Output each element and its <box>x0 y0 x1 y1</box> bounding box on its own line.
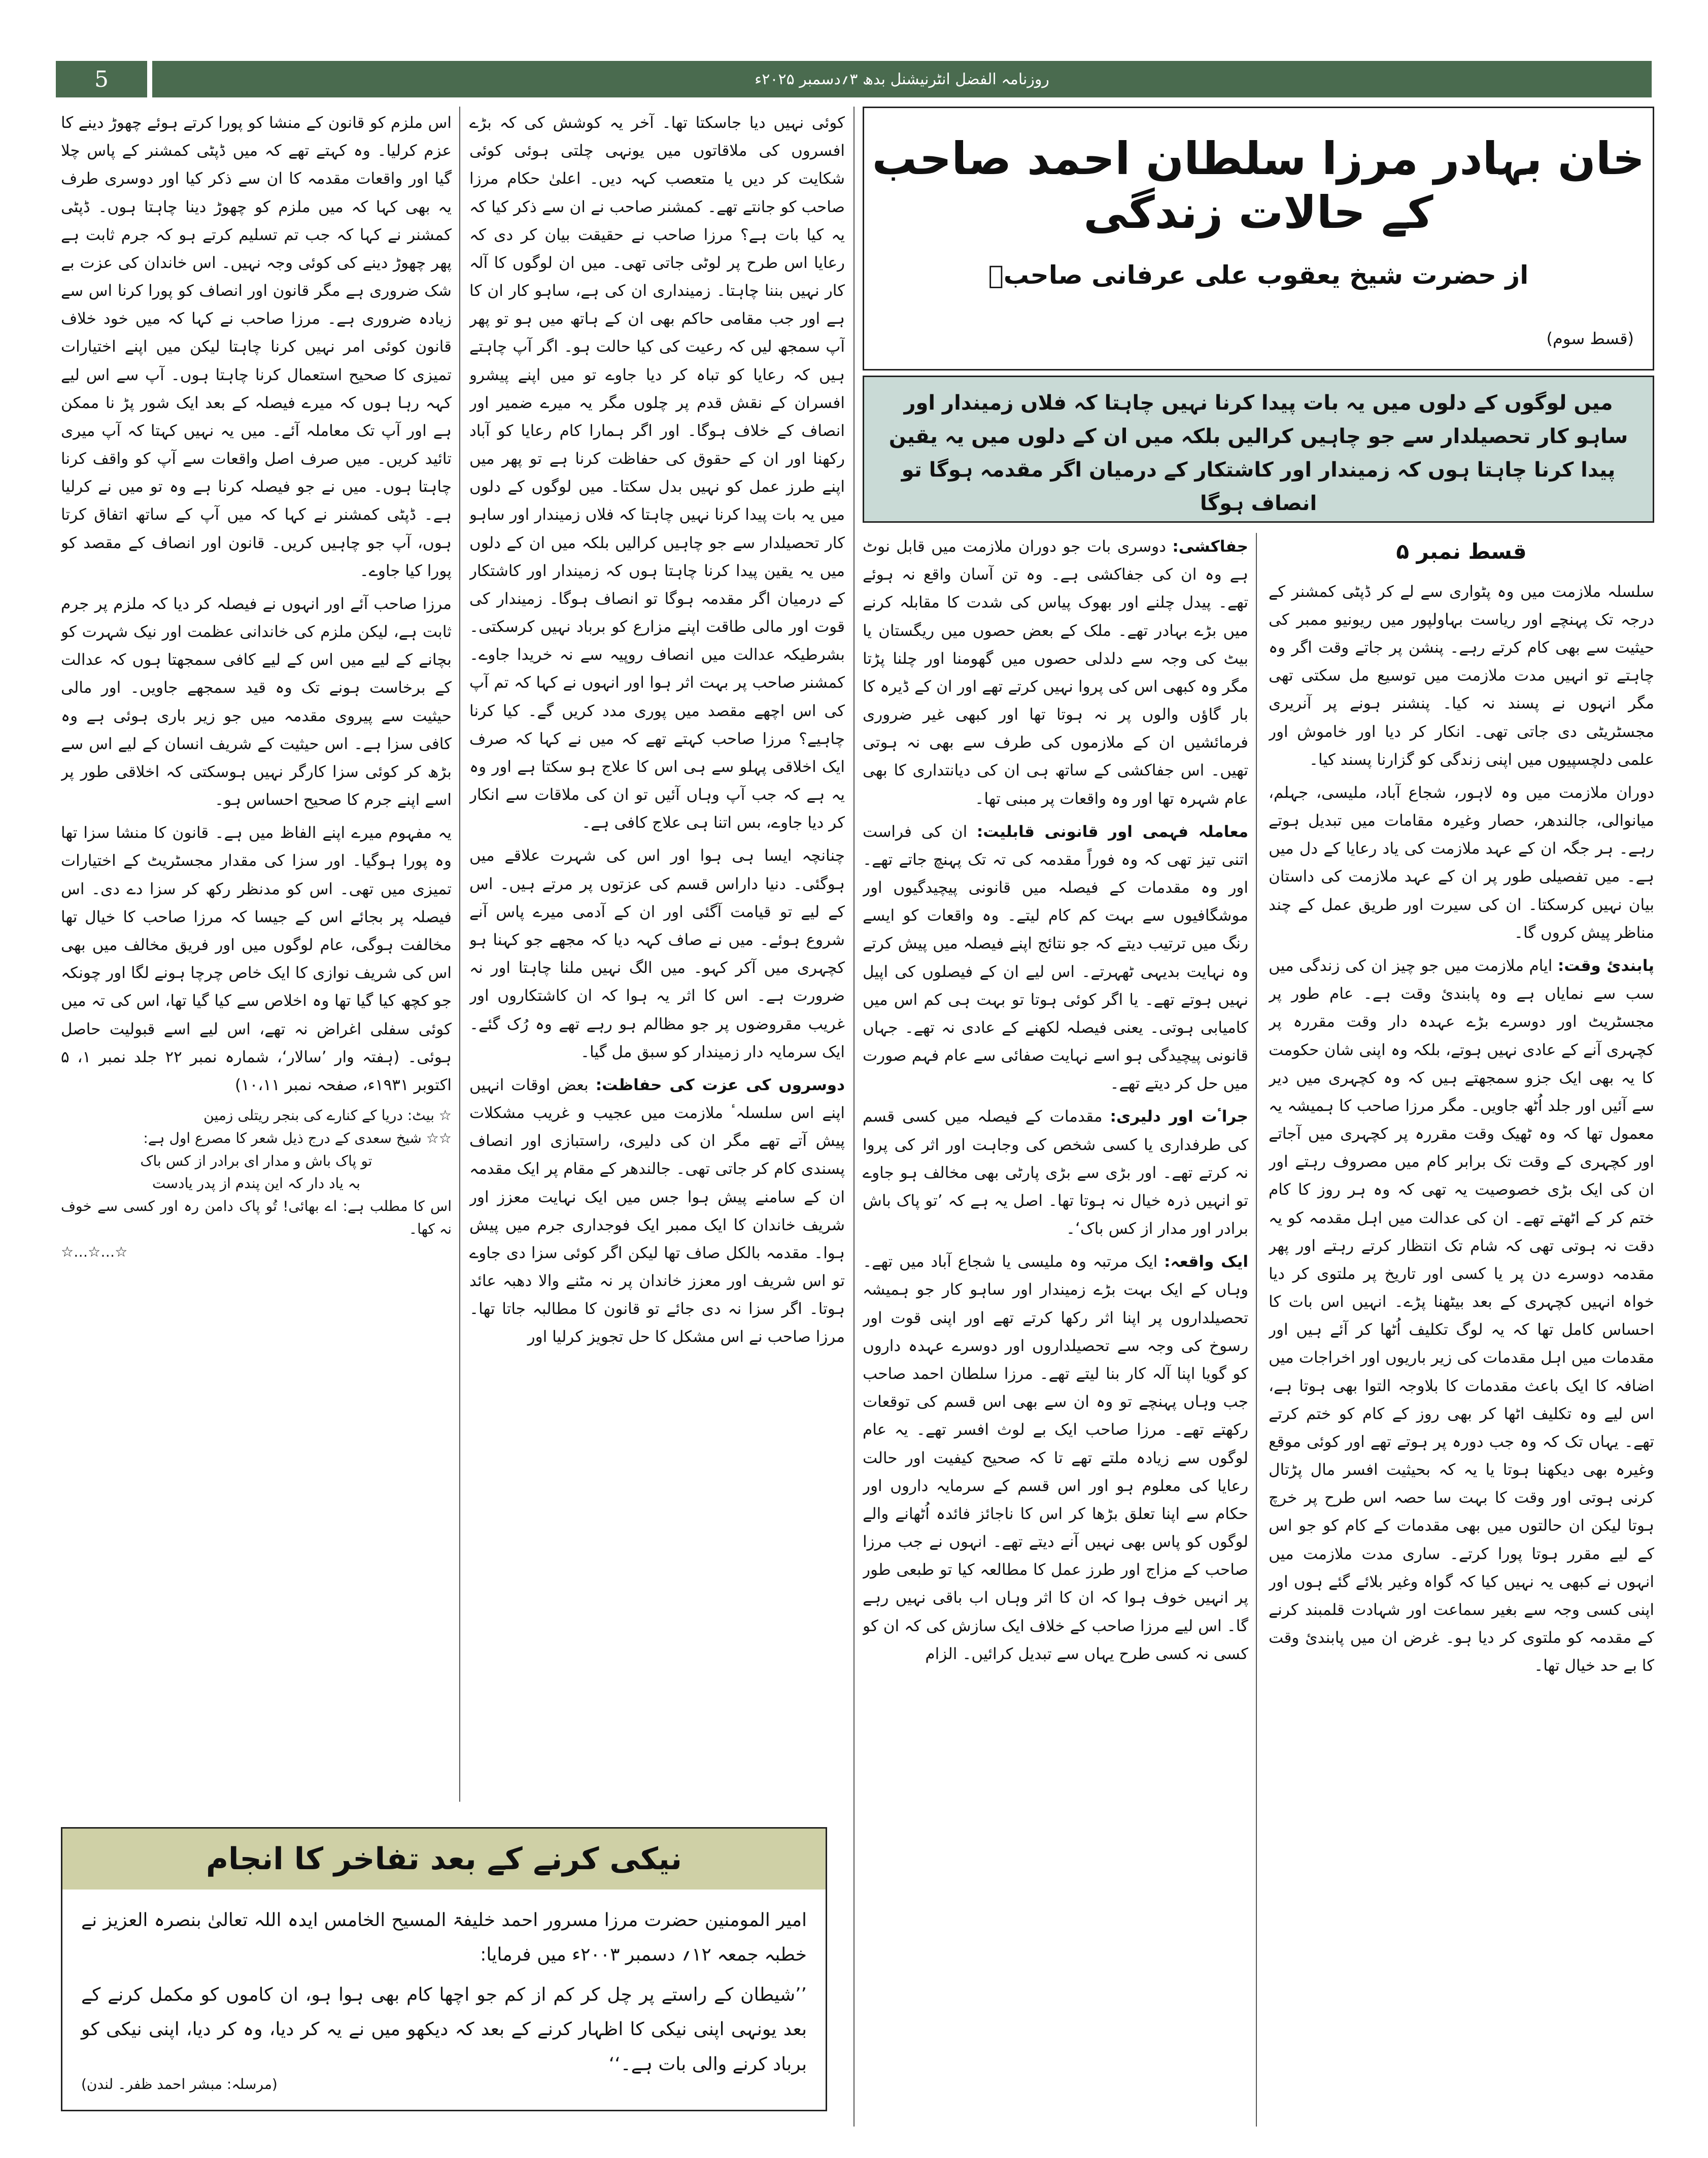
paragraph-text: ایام ملازمت میں جو چیز ان کی زندگی میں سب سے نمایاں ہے وہ پابندیٔ وقت ہے۔ عام طور پر مجسٹریٹ اور دوسرے بڑے عہدہ دار وقت مقررہ پر کچہری آنے کے عادی نہیں ہوتے، بلکہ وہ اپنی شان حکومت کا یہ بھی ایک جزو سمجھتے ہیں کہ وہ کچہری میں دیر سے آئیں اور جلد اُٹھ جاویں۔ مگر مرزا صاحب کا ہمیشہ یہ معمول تھا کہ وہ ٹھیک وقت مقررہ پر کچہری میں آجاتے اور کچہری کے وقت تک برابر کام میں مصروف رہتے اور ان کی ایک بڑی خصوصیت یہ تھی کہ وہ ہر روز کا کام ختم کر کے اٹھتے تھے۔ ان کی عدالت میں اہل مقدمہ کو یہ دقت نہ ہوتی تھی کہ شام تک انتظار کرتے رہتے اور پھر مقدمہ دوسرے دن پر یا کسی اور تاریخ پر ملتوی کر دیا خواہ انہیں کچہری کے بعد بیٹھنا پڑے۔ انہیں اس بات کا احساس کامل تھا کہ یہ لوگ تکلیف اُٹھا کر آئے ہیں اور مقدمات میں اہل مقدمات کی زیر باریوں اور اخراجات میں اضافہ کا ایک باعث مقدمات کا بلاوجہ التوا بھی ہوتا ہے، اس لیے وہ تکلیف اٹھا کر بھی روز کے کام کو ختم کرتے تھے۔ یہاں تک کہ وہ جب دورہ پر ہوتے تھے اور کوئی موقع وغیرہ بھی دیکھنا ہوتا یا یہ کہ بحیثیت افسر مال پڑتال کرنی ہوتی اور وقت کا بہت سا حصہ اس طرح پر خرچ ہوتا لیکن ان حالتوں میں بھی مقدمات کے کام کو جو اس کے لیے مقرر ہوتا پورا کرتے۔ ساری مدت ملازمت میں انہوں نے کبھی یہ نہیں کیا کہ گواہ وغیر بلائے گئے ہوں اور اپنی کسی وجہ سے بغیر سماعت اور شہادت قلمبند کرنے کے مقدمہ کو ملتوی کر دیا ہو۔ غرض ان میں پابندیٔ وقت کا بے حد خیال تھا۔ <box>1269 956 1654 1675</box>
box-body <box>81 1903 807 2082</box>
paragraph: سلسلہ ملازمت میں وہ پٹواری سے لے کر ڈپٹی کمشنر کے درجہ تک پہنچے اور ریاست بہاولپور میں ریونیو ممبر کی حیثیت سے بھی کام کرتے رہے۔ پنشن پر جاتے وقت اگر وہ چاہتے تو انہیں مدت ملازمت میں توسیع مل سکتی تھی مگر انہوں نے پسند نہ کیا۔ پنشنر ہونے پر آنریری مجسٹریٹی دی جاتی تھی۔ انکار کر دیا اور خاموش اور علمی دلچسپیوں میں اپنی زندگی کو گزارنا پسند کیا۔ <box>1269 582 1654 769</box>
sub-heading: جفاکشی: <box>1172 537 1248 556</box>
paragraph <box>863 1248 1248 1668</box>
verse-line: تو پاک باش و مدار ای برادر از کس باک <box>140 1152 372 1169</box>
article-author: از حضرت شیخ یعقوب علی عرفانی صاحبؓ <box>988 260 1529 290</box>
paragraph <box>863 1103 1248 1243</box>
column-3 <box>469 109 845 1799</box>
column-rule <box>1256 533 1257 2127</box>
paragraph: چنانچہ ایسا ہی ہوا اور اس کی شہرت علاقے میں ہوگئی۔ دنیا داراس قسم کی عزتوں پر مرتے ہیں۔ اس کے لیے تو قیامت آگئی اور ان کے آدمی میرے پاس آنے شروع ہوئے۔ میں نے صاف کہہ دیا کہ مجھے جو کہنا ہو کچہری میں آکر کہو۔ میں الگ نہیں ملنا چاہتا اور نہ ضرورت ہے۔ اس کا اثر یہ ہوا کہ ان کاشتکاروں اور غریب مقروضوں پر جو مظالم ہو رہے تھے وہ رُک گئے۔ ایک سرمایہ دار زمیندار کو سبق مل گیا۔ <box>469 847 845 1061</box>
column-rule <box>459 107 460 1802</box>
section-heading: قسط نمبر ۵ <box>1396 539 1527 564</box>
footnotes <box>61 1104 452 1264</box>
column-rule <box>853 107 855 2127</box>
verse-line: بہ یاد دار کہ این پندم از پدر یادست <box>152 1175 360 1192</box>
installment-label: (قسط سوم) <box>1546 329 1634 348</box>
paragraph-text: ان کی فراست اتنی تیز تھی کہ وہ فوراً مقدمہ کی تہ تک پہنچ جاتے تھے۔ اور وہ مقدمات کے فیصلہ میں قانونی پیچیدگیوں اور موشگافیوں سے بہت کم کام لیتے۔ وہ واقعات کو ایسے رنگ میں ترتیب دیتے کہ جو نتائج اپنے فیصلہ میں پیش کرتے وہ نہایت بدیہی ٹھہرتے۔ اس لیے ان کے فیصلوں کی اپیل نہیں ہوتے تھے۔ یا اگر کوئی ہوتا تو بہت ہی کم اس میں کامیابی ہوتی۔ یعنی فیصلہ لکھنے کے عادی نہ تھے۔ جہاں قانونی پیچیدگی ہو اسے نہایت صفائی سے عام فہم صورت میں حل کر دیتے تھے۔ <box>863 822 1248 1093</box>
box-title: نیکی کرنے کے بعد تفاخر کا انجام <box>62 1829 826 1890</box>
article-title: خان بہادر مرزا سلطان احمد صاحب کے حالات زندگی <box>872 132 1645 239</box>
paragraph: یہ مفہوم میرے اپنے الفاظ میں ہے۔ قانون کا منشا سزا تھا وہ پورا ہوگیا۔ اور سزا کی مقدار مجسٹریٹ کے اختیارات تمیزی میں تھی۔ اس کو مدنظر رکھ کر سزا دے دی۔ اس فیصلہ پر بجائے اس کے جیسا کہ مرزا صاحب کا خیال تھا مخالفت ہوگی، عام لوگوں میں اور فریق مخالف میں بھی اس کی شریف نوازی کا ایک خاص چرچا ہونے لگا اور چونکہ جو کچھ کیا گیا تھا وہ اخلاص سے کیا گیا تھا، اس کی تہ میں کوئی سفلی اغراض نہ تھے، اس لیے اسے قبولیت حاصل ہوئی۔ (ہفتہ وار ’سالار‘، شمارہ نمبر ۲۲ جلد نمبر ۱، ۵ اکتوبر ۱۹۳۱ء، صفحہ نمبر ۱۰،۱۱) <box>61 824 452 1094</box>
column-2 <box>863 533 1248 2132</box>
column-1 <box>1269 533 1654 2132</box>
footnote: ☆ بیٹ: دریا کے کنارے کی بنجر ریتلی زمین <box>203 1107 452 1124</box>
paragraph <box>863 533 1248 813</box>
paragraph <box>469 1071 845 1352</box>
sub-heading: جراٴت اور دلیری: <box>1110 1107 1248 1126</box>
verse-meaning: اس کا مطلب ہے: اے بھائی! تُو پاک دامن رہ اور کسی سے خوف نہ کھا۔ <box>61 1198 452 1237</box>
sub-heading: دوسروں کی عزت کی حفاظت: <box>595 1075 845 1094</box>
box-credit: (مرسلہ: مبشر احمد ظفر۔ لندن) <box>81 2076 278 2093</box>
paragraph-text: دوسری بات جو دوران ملازمت میں قابل نوٹ ہے وہ ان کی جفاکشی ہے۔ وہ تن آسان واقع نہ ہوئے تھے۔ پیدل چلنے اور بھوک پیاس کی شدت کا مقابلہ کرنے میں بڑے بہادر تھے۔ ملک کے بعض حصوں میں ریگستان یا بیٹ کی وجہ سے دلدلی حصوں میں گھومنا اور چلنا پڑتا مگر وہ کبھی اس کی پروا نہیں کرتے تھے اور ان کے ڈیرہ کا بار گاؤں والوں پر نہ ہوتا تھا اور کبھی غیر ضروری فرمائشیں ان کے ملازموں کی طرف سے بھی نہ ہوتی تھیں۔ اس جفاکشی کے ساتھ ہی ان کی دیانتداری کا بھی عام شہرہ تھا اور وہ واقعات پر مبنی تھا۔ <box>863 537 1248 808</box>
paragraph: دوران ملازمت میں وہ لاہور، شجاع آباد، ملیسی، جہلم، میانوالی، جالندھر، حصار وغیرہ مقامات میں تبدیل ہوتے رہے۔ ہر جگہ ان کے عہد ملازمت کی یاد رعایا کے دل میں ہے۔ میں تفصیلی طور پر ان کے عہد ملازمت کی داستان بیان نہیں کرسکتا۔ ان کی سیرت اور طریق عمل کے چند مناظر پیش کروں گا۔ <box>1269 783 1654 942</box>
column-4 <box>61 109 452 1799</box>
footnote: ☆☆ شیخ سعدی کے درج ذیل شعر کا مصرع اول ہے: <box>143 1129 452 1147</box>
paragraph-text: مقدمات کے فیصلہ میں کسی قسم کی طرفداری یا کسی شخص کی وجاہت اور اثر کی پروا نہ کرتے تھے۔ اور بڑی سے بڑی پارٹی بھی مخالف ہو جاوے تو انہیں ذرہ خیال نہ ہوتا تھا۔ اصل یہ ہے کہ ’تو پاک باش برادر اور مدار از کس باک‘۔ <box>863 1107 1248 1238</box>
box-intro: امیر المومنین حضرت مرزا مسرور احمد خلیفۃ المسیح الخامس ایدہ اللہ تعالیٰ بنصرہ العزیز نے خطبہ جمعہ ۱۲؍ دسمبر ۲۰۰۳ء میں فرمایا: <box>81 1910 807 1966</box>
sub-heading: پابندیٔ وقت: <box>1557 956 1654 975</box>
page-number: 5 <box>56 61 147 97</box>
box-quote: ’’شیطان کے راستے پر چل کر کم از کم جو اچھا کام بھی ہوا ہو، ان کاموں کو مکمل کرنے کے بعد یونہی اپنی نیکی کا اظہار کرنے کے بعد کہ دیکھو میں نے یہ کر دیا، وہ کر دیا، اپنی نیکی کو برباد کرنے والی بات ہے۔‘‘ <box>81 1984 807 2075</box>
paragraph: اس ملزم کو قانون کے منشا کو پورا کرتے ہوئے چھوڑ دینے کا عزم کرلیا۔ وہ کہتے تھے کہ میں ڈپٹی کمشنر کے پاس چلا گیا اور واقعات مقدمہ کا ان سے ذکر کیا اور دوسری طرف یہ بھی کہا کہ میں ملزم کو چھوڑ دینا چاہتا ہوں۔ ڈپٹی کمشنر نے کہا کہ جب تم تسلیم کرتے ہو کہ جرم ثابت ہے پھر چھوڑ دینے کی کوئی وجہ نہیں۔ اس خاندان کی عزت بے شک ضروری ہے مگر قانون اور انصاف کو پورا کرنا اس سے زیادہ ضروری ہے۔ مرزا صاحب نے کہا کہ میں خود خلاف قانون کوئی امر نہیں کرنا چاہتا لیکن میں اپنے اختیارات تمیزی کا صحیح استعمال کرنا چاہتا ہوں۔ آپ سے اس لیے کہہ رہا ہوں کہ میرے فیصلہ کے بعد ایک شور پڑ نا ممکن ہے اور آپ تک معاملہ آئے۔ میں یہ نہیں کہتا کہ آپ میری تائید کریں۔ میں صرف اصل واقعات سے آپ کو واقف کرنا چاہتا ہوں۔ میں نے جو فیصلہ کرنا ہے وہ تو میں نے کرلیا ہے۔ ڈپٹی کمشنر نے کہا کہ میں آپ کے ساتھ اتفاق کرتا ہوں، آپ جو چاہیں کریں۔ قانون اور انصاف کے مقصد کو پورا کیا جاوے۔ <box>61 114 452 580</box>
pull-quote: میں لوگوں کے دلوں میں یہ بات پیدا کرنا نہیں چاہتا کہ فلاں زمیندار اور ساہو کار تحصیلدار سے جو چاہیں کرالیں بلکہ میں ان کے دلوں میں یہ یقین پیدا کرنا چاہتا ہوں کہ زمیندار اور کاشتکار کے درمیان اگر مقدمہ ہوگا تو انصاف ہوگا <box>863 376 1654 523</box>
sub-heading: ایک واقعہ: <box>1164 1253 1248 1271</box>
paragraph: کوئی نہیں دیا جاسکتا تھا۔ آخر یہ کوشش کی کہ بڑے افسروں کی ملاقاتوں میں یونہی چلتی ہوئی کوئی شکایت کر دیں یا متعصب کہہ دیں۔ اعلیٰ حکام مرزا صاحب کو جانتے تھے۔ کمشنر صاحب نے ان سے ذکر کیا کہ یہ کیا بات ہے؟ مرزا صاحب نے حقیقت بیان کر دی کہ رعایا اس طرح پر لوٹی جاتی تھی۔ میں ان لوگوں کا آلہ کار نہیں بننا چاہتا۔ زمینداری ان کی ہے، ساہو کار ان کا ہے اور جب مقامی حاکم بھی ان کے ہاتھ میں ہو تو پھر آپ سمجھ لیں کہ رعیت کی کیا حالت ہو۔ اگر آپ چاہتے ہیں کہ رعایا کو تباہ کر دیا جاوے تو میں اپنے پیشرو افسران کے نقش قدم پر چلوں مگر یہ میرے ضمیر اور انصاف کے خلاف ہوگا۔ اور اگر ہمارا کام رعایا کو آباد رکھنا اور ان کے حقوق کی حفاظت کرنا ہے تو پھر میں اپنے طرز عمل کو نہیں بدل سکتا۔ میں لوگوں کے دلوں میں یہ بات پیدا کرنا نہیں چاہتا کہ فلاں زمیندار اور ساہو کار تحصیلدار سے جو چاہیں کرالیں بلکہ میں ان کے دلوں میں یہ یقین پیدا کرنا چاہتا ہوں کہ زمیندار اور کاشتکار کے درمیان اگر مقدمہ ہوگا تو انصاف ہوگا۔ زمیندار کی قوت اور مالی طاقت اپنے مزارع کو برباد نہیں کرسکتی۔ بشرطیکہ عدالت میں انصاف روپیہ سے نہ خریدا جاوے۔ کمشنر صاحب پر بہت اثر ہوا اور انہوں نے کہا کہ تم آپ کی اس اچھے مقصد میں پوری مدد کریں گے۔ کیا کرنا چاہیے؟ مرزا صاحب کہتے تھے کہ میں نے کہا کہ صرف ایک اخلاقی پہلو سے ہی اس کا علاج ہو سکتا ہے اور وہ یہ ہے کہ جب آپ وہاں آئیں تو ان کی ملاقات سے انکار کر دیا جاوے، بس اتنا ہی علاج کافی ہے۔ <box>469 114 845 832</box>
end-mark: ☆…☆…☆ <box>61 1243 128 1260</box>
paragraph-text: ایک مرتبہ وہ ملیسی یا شجاع آباد میں تھے۔ وہاں کے ایک بہت بڑے زمیندار اور ساہو کار جو ہمیشہ تحصیلداروں پر اپنا اثر رکھا کرتے تھے اور اپنی قوت اور رسوخ کی وجہ سے تحصیلداروں اور دوسرے عہدہ داروں کو گویا اپنا آلہ کار بنا لیتے تھے۔ مرزا سلطان احمد صاحب جب وہاں پہنچے تو وہ ان سے بھی اس قسم کی توقعات رکھتے تھے۔ مرزا صاحب ایک بے لوث افسر تھے۔ یہ عام لوگوں سے زیادہ ملتے تھے تا کہ صحیح کیفیت اور حالت رعایا کی معلوم ہو اور اس قسم کے سرمایہ داروں اور حکام سے اپنا تعلق بڑھا کر اس کا ناجائز فائدہ اُٹھانے والے لوگوں کو پاس بھی نہیں آنے دیتے تھے۔ انہوں نے جب مرزا صاحب کے مزاج اور طرز عمل کا مطالعہ کیا تو طبعی طور پر انہیں خوف ہوا کہ ان کا اثر وہاں اب باقی نہیں رہے گا۔ اس لیے مرزا صاحب کے خلاف ایک سازش کی کہ ان کو کسی نہ کسی طرح یہاں سے تبدیل کرائیں۔ الزام <box>863 1253 1248 1663</box>
paragraph <box>863 818 1248 1098</box>
paragraph-text: بعض اوقات انہیں اپنے اس سلسلہٴ ملازمت میں عجیب و غریب مشکلات پیش آتے تھے مگر ان کی دلیری، راستبازی اور انصاف پسندی کام کر جاتی تھی۔ جالندھر کے مقام پر ایک مقدمہ ان کے سامنے پیش ہوا جس میں ایک نہایت معزز اور شریف خاندان کا ایک ممبر ایک فوجداری جرم میں پیش ہوا۔ مقدمہ بالکل صاف تھا لیکن اگر کوئی سزا دی جاوے تو اس شریف اور معزز خاندان پر نہ مٹنے والا دھبہ عائد ہوتا۔ اگر سزا نہ دی جائے تو قانون کا مطالبہ جاتا تھا۔ مرزا صاحب نے اس مشکل کا حل تجویز کرلیا اور <box>469 1075 845 1346</box>
paragraph: مرزا صاحب آئے اور انہوں نے فیصلہ کر دیا کہ ملزم پر جرم ثابت ہے، لیکن ملزم کی خاندانی عظمت اور نیک شہرت کو بچانے کے لیے میں اس کے لیے کافی سمجھتا ہوں کہ عدالت کے برخاست ہونے تک وہ قید سمجھے جاویں۔ اور مالی حیثیت سے پیروی مقدمہ میں جو زیر باری ہوئی ہے وہ کافی سزا ہے۔ اس حیثیت کے شریف انسان کے لیے اس سے بڑھ کر کوئی سزا کارگر نہیں ہوسکتی کہ اخلاقی طور پر اسے اپنے جرم کا صحیح احساس ہو۔ <box>61 594 452 810</box>
paragraph <box>1269 952 1654 1680</box>
masthead-bar: روزنامہ الفضل انٹرنیشنل بدھ ۳؍دسمبر ۲۰۲۵ء <box>152 61 1652 97</box>
sub-heading: معاملہ فہمی اور قانونی قابلیت: <box>976 822 1248 841</box>
